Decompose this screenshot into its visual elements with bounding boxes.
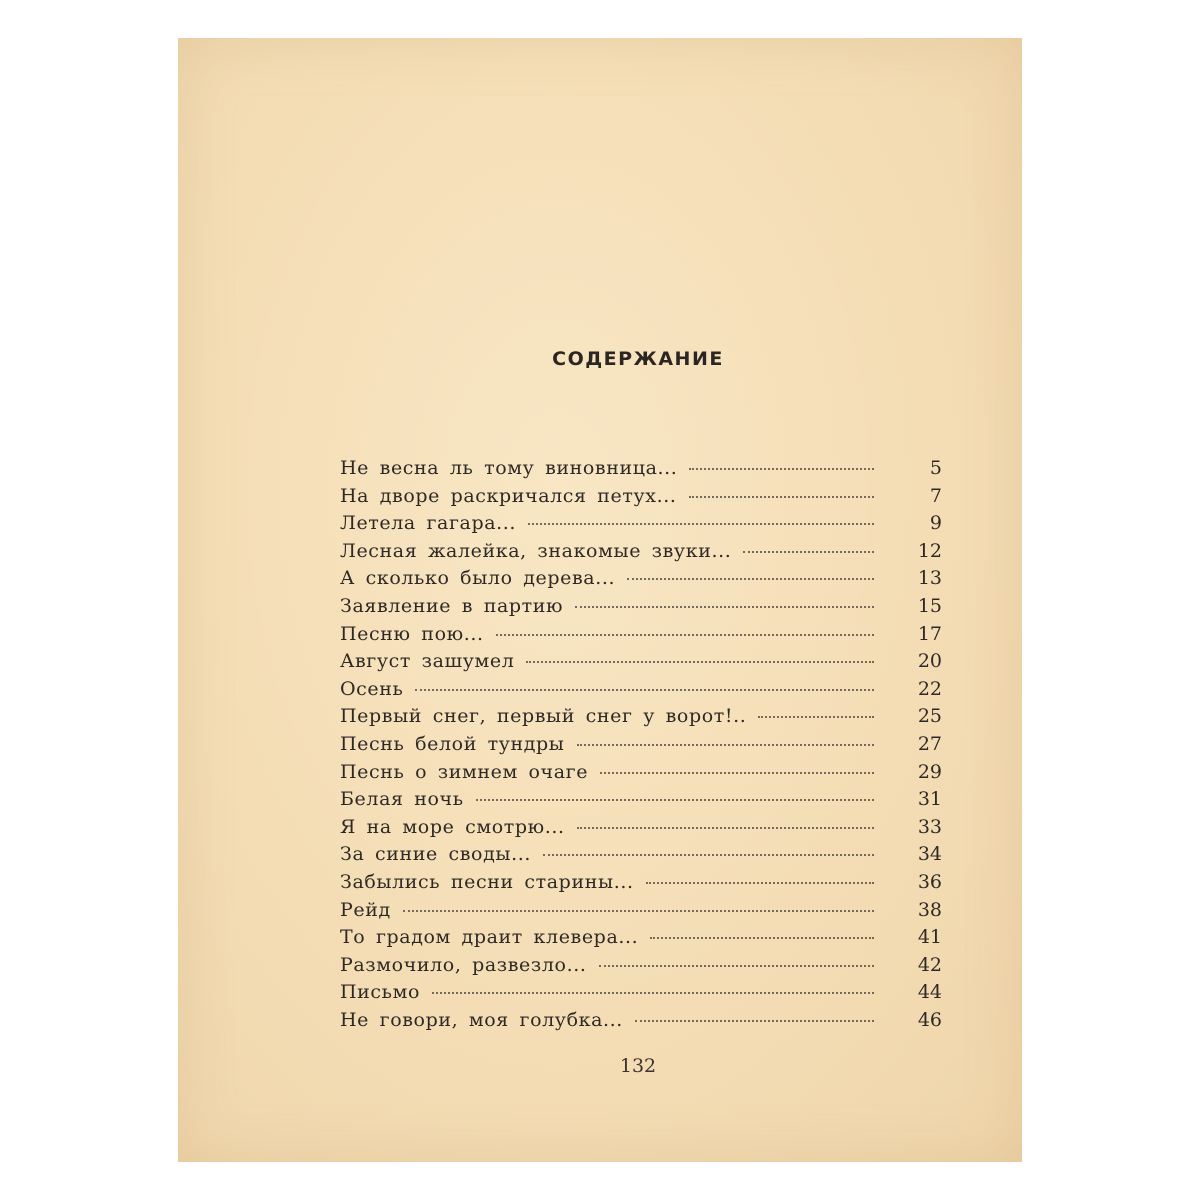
toc-entry-title: Белая ночь [340,788,464,811]
dot-leader [689,467,874,470]
toc-entry [340,981,942,1009]
toc-entry-title: Письмо [340,981,421,1004]
toc-entry-title: Размочило, развезло... [340,953,587,976]
toc-entry-title: Песню пою... [340,622,484,645]
toc-entry-page: 7 [929,484,942,507]
toc-entry [340,650,942,678]
toc-entry-title: Август зашумел [340,650,515,673]
dot-leader [635,1019,874,1022]
toc-entry-page: 20 [917,650,942,673]
dot-leader [577,826,874,829]
dot-leader [600,771,874,774]
toc-entry-page: 38 [917,898,942,921]
toc-entry [340,816,942,844]
toc-entry [340,761,942,789]
toc-entry-page: 5 [929,457,942,479]
toc-entry [340,1009,942,1037]
dot-leader [526,660,874,663]
toc-entry-title: Не весна ль тому виновница... [340,457,678,479]
toc-entry-title: Забылись песни старины... [340,870,634,893]
toc-entry [340,457,942,485]
toc-entry [340,512,942,540]
toc-entry-title: За синие своды... [340,843,532,866]
toc-entry-page: 12 [917,539,942,562]
dot-leader [743,550,874,553]
page-number: 132 [619,1055,657,1077]
toc-entry-page: 33 [917,815,942,838]
book-page [178,38,1022,1162]
toc-entry-page: 22 [917,677,942,700]
toc-entry-page: 17 [917,622,942,645]
toc-entry-page: 44 [917,981,942,1004]
dot-leader [575,605,874,608]
toc-entry-page: 29 [917,760,942,783]
table-of-contents [340,457,942,1036]
contents-heading: СОДЕРЖАНИЕ [552,348,724,370]
toc-entry-title: Первый снег, первый снег у ворот!.. [340,705,747,728]
toc-entry-page: 27 [917,732,942,755]
toc-entry-page: 13 [917,567,942,590]
toc-entry-title: Летела гагара... [340,512,517,535]
dot-leader [432,991,874,994]
dot-leader [758,715,874,718]
toc-entry [340,540,942,568]
toc-entry [340,623,942,651]
toc-entry [340,733,942,761]
dot-leader [646,881,874,884]
toc-entry [340,788,942,816]
toc-entry [340,485,942,513]
toc-entry-title: Песнь о зимнем очаге [340,760,589,783]
dot-leader [496,633,874,636]
toc-entry-page: 41 [917,926,942,949]
toc-entry-title: Я на море смотрю... [340,815,565,838]
toc-entry-title: То градом драит клевера... [340,926,639,949]
toc-entry-page: 36 [917,870,942,893]
toc-entry-title: Лесная жалейка, знакомые звуки... [340,539,732,562]
toc-entry-title: На дворе раскричался петух... [340,484,677,507]
toc-entry-page: 25 [917,705,942,728]
dot-leader [650,936,874,939]
toc-entry-page: 42 [917,953,942,976]
toc-entry [340,567,942,595]
toc-entry [340,871,942,899]
dot-leader [599,964,875,967]
dot-leader [528,522,874,525]
toc-entry [340,678,942,706]
toc-entry-page: 15 [917,594,942,617]
toc-entry [340,926,942,954]
dot-leader [403,909,874,912]
dot-leader [689,495,874,498]
toc-entry [340,954,942,982]
dot-leader [415,688,874,691]
toc-entry-title: Осень [340,677,404,700]
toc-entry-page: 9 [929,512,942,535]
toc-entry-title: Песнь белой тундры [340,732,565,755]
toc-entry-page: 31 [917,788,942,811]
toc-entry-title: Заявление в партию [340,594,564,617]
toc-entry [340,843,942,871]
dot-leader [543,853,874,856]
toc-entry [340,595,942,623]
toc-entry-page: 34 [917,843,942,866]
dot-leader [577,743,874,746]
dot-leader [627,577,874,580]
toc-entry [340,705,942,733]
toc-entry-title: Рейд [340,898,391,921]
toc-entry-page: 46 [917,1008,942,1031]
toc-entry-title: Не говори, моя голубка... [340,1008,623,1031]
toc-entry [340,899,942,927]
dot-leader [476,798,874,801]
toc-entry-title: А сколько было дерева... [340,567,616,590]
